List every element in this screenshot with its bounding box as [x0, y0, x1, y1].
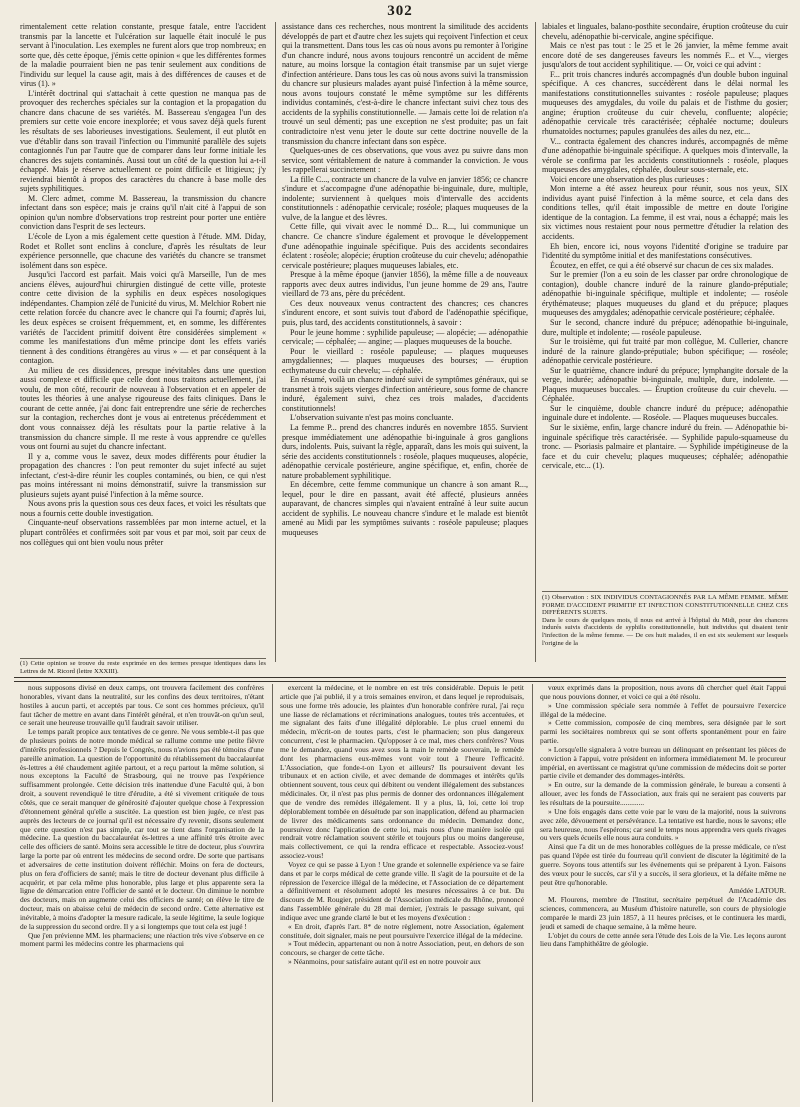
paragraph: « En droit, d'après l'art. 8* de notre règlement, notre Association, également constituée, doit signaler, mais ne peut poursuivre l'exercice illégal de la médecine. — [280, 921, 524, 940]
paragraph: L'école de Lyon a mis également cette question à l'étude. MM. Diday, Rodet et Rollet sont enclins à conclure, d'après les résultats de leur expérience personnelle, que chacune des variétés du chancre se transmet isolément dans son espèce. — [20, 232, 266, 270]
paragraph: Presque à la même époque (janvier 1856), la même fille a de nouveaux rapports avec deux autres individus, l'un jeune homme de 29 ans, l'autre vieillard de 73 ans, père du précédent. — [282, 270, 528, 299]
paragraph: Cinquante-neuf observations rassemblées par mon interne actuel, et la plupart contrôlées et confirmées soit par vous et par moi, soit par ceux de nos collègues qui ont bien voulu nous prêter — [20, 518, 266, 547]
paragraph: Eh bien, encore ici, nous voyons l'identité d'origine se traduire par l'identité du symptôme initial et des manifestations consécutives. — [542, 241, 788, 261]
column-divider — [275, 22, 276, 662]
column-divider — [272, 684, 273, 1102]
paragraph: Écoutez, en effet, ce qui a été observé sur chacun de ces six malades. — [550, 260, 774, 270]
paragraph: nous supposons divisé en deux camps, ont trouvera facilement des confrères honorables, vivant dans la neutralité, sur les confins des deux territoires, n'étant hostiles à aucun parti, et acceptés par tous. Ce sont ces hommes précieux, qu'il faut tâcher de mettre en avant dans l'intérêt général, et n'en trouvât-on qu'un seul, ce serait une heureuse trouvaille qu'il faudrait savoir utiliser. — [20, 684, 264, 728]
paragraph: Ces deux nouveaux venus contractent des chancres; ces chancres s'indurent encore, et sont suivis tout d'abord de l'adénopathie spécifique, puis, plus tard, des accidents constitutionnels, à savoir : — [282, 298, 528, 327]
paragraph: M. Flourens, membre de l'Institut, secrétaire perpétuel de l'Académie des sciences, commencera, au Muséum d'histoire naturelle, son cours de physiologie comparée le mardi 23 juin 1857, à 11 heures précises, et le continuera les mardi, jeudi et samedi de chaque semaine, à la même heure. — [540, 895, 786, 931]
paragraph: » Lorsqu'elle signalera à votre bureau un délinquant en présentant les pièces de conviction à l'appui, votre président en informera immédiatement M. le procureur impérial, en avertissant ce magistrat qu'une commission de médecins doit se porter partie civile et demander des dommages-intérêts. — [540, 744, 786, 781]
upper-column-2 — [282, 22, 528, 662]
paragraph: L'objet du cours de cette année sera l'étude des Lois de la Vie. Les leçons auront lieu dans l'amphithéâtre de géologie. — [540, 930, 786, 949]
footnote: (1) Cette opinion se trouve du reste exprimée en des termes presque identiques dans les Lettres de M. Ricord (lettre XXXIII). — [20, 660, 266, 674]
paragraph: labiales et linguales, balano-posthite secondaire, éruption croûteuse du cuir chevelu, adénopathie bi-cervicale, angine spécifique. — [542, 22, 788, 41]
column-divider — [532, 684, 533, 1102]
paragraph: La fille C..., contracte un chancre de la vulve en janvier 1856; ce chancre s'indure et s'accompagne d'une adénopathie bi-inguinale, dure, multiple, indolente; surviennent à quelques mois d'intervalle des accidents constitutionnels : adénopathie cervicale; roséole; plaques muqueuses de la vulve, de la langue et des lèvres. — [282, 174, 528, 222]
paragraph: L'observation suivante n'est pas moins concluante. — [290, 413, 454, 423]
paragraph: V... contracta également des chancres indurés, accompagnés de même d'une adénopathie bi-inguinale spécifique. A quelques mois d'intervalle, la vérole se confirma par les accidents constitutionnels : roséole, plaques muqueuses des amygdales, céphalée, douleur sous-sternale, etc. — [542, 136, 788, 175]
paragraph: Au milieu de ces dissidences, presque inévitables dans une question aussi complexe et difficile que celle dont nous traitons actuellement, j'ai voulu, de mon côté, recourir de nouveau à l'observation et en appeler de toutes les théories à une analyse rigoureuse des faits cliniques. Dans le courant de cette année, j'ai donc fait entreprendre une série de recherches sur la contagion, recherches dont je vous ai entretenus précédemment et dont vous connaissez déjà les résultats pour la partie relative à la transmission du chancre simple. Il me reste à vous apprendre ce qu'elles vous ont fourni au sujet du chancre infectant. — [20, 365, 266, 452]
paragraph: Sur le sixième, enfin, large chancre induré du frein. — Adénopathie bi-inguinale spécifique très caractérisée. — Syphilide papulo-squameuse du tronc. — Psoriasis palmaire et plantaire. — Syphilide impétigineuse de la face et du cuir chevelu; plaques muqueuses; céphalée; adénopathie cervicale, etc... (1). — [542, 422, 788, 471]
paragraph: rimentalement cette relation constante, presque fatale, entre l'accident transmis par la lancette et l'ulcération sur laquelle était inoculé le pus servant à l'inoculation. Les exemples ne furent alors que trop nombreux; en sorte que, dès cette époque, j'émis cette opinion « que les différentes formes de la maladie pourraient bien ne pas tenir seulement aux conditions de l'individu sur lequel la cause agit, mais à des différences de causes et de virus (1). » — [20, 22, 266, 89]
footnote-observation — [542, 591, 788, 665]
paragraph: Sur le cinquième, double chancre induré du prépuce; adénopathie inguinale dure et indolente. — Roséole. — Plaques muqueuses buccales. — [542, 403, 788, 423]
paragraph: » Cette commission, composée de cinq membres, sera désignée par le sort parmi les sociétaires nombreux qui se sont offerts spontanément pour en faire partie. — [540, 718, 786, 746]
lower-column-2 — [280, 684, 524, 1104]
paragraph: Voyez ce qui se passe à Lyon ! Une grande et solennelle expérience va se faire dans et par le corps médical de cette grande ville. Il s'agit de la poursuite et de la répression de l'exercice illégal de la médecine, et l'Association de ce département a définitivement et résolument adopté les mesures nécessaires à ce but. Du discours de M. Rougier, président de l'Association médicale du Rhône, prononcé dans l'assemblée générale du 28 mai dernier, j'extrais le passage suivant, qui indique avec une grande clarté le but et les moyens d'exécution : — [280, 859, 524, 922]
author-signature: Amédée LATOUR. — [728, 886, 786, 896]
paragraph: Que j'en prévienne MM. les pharmaciens; une réaction très vive s'observe en ce moment parmi les médecins contre les pharmaciens qui — [20, 930, 264, 949]
paragraph: Voici encore une observation des plus curieuses : — [550, 174, 709, 184]
paragraph: » En outre, sur la demande de la commission générale, le bureau a consenti à allouer, avec les fonds de l'Association, aux frais qui ne seraient pas couverts par les résultats de la poursuite............. — [540, 780, 786, 807]
paragraph: En décembre, cette femme communique un chancre à son amant R..., lequel, pour le dire en passant, avait été affecté, plusieurs années auparavant, de chancres simples qui n'avaient entraîné à leur suite aucun accident de syphilis. Le nouveau chancre s'indure et le malade est bientôt amené au Midi par les symptômes suivants : roséole papuleuse; plaques muqueuses — [282, 480, 528, 537]
paragraph: L'intérêt doctrinal qui s'attachait à cette question ne manqua pas de provoquer des recherches spéciales sur la contagion et la propagation du chancre dans chacune de ses variétés. M. Bassereau s'engagea l'un des premiers sur cette voie encore inexplorée; et vous savez déjà quels furent les résultats de ses laborieuses investigations. Seulement, il eut plutôt en vue d'établir dans son travail l'infection ou l'immunité parallèle des sujets contagionnés l'un par l'autre que de comparer dans leur forme initiale les chancres des sujets contaminés. Aussi tout un côté de la question lui a-t-il échappé. Mais je réserve actuellement ce point difficile et litigieux; j'y reviendrai bientôt à propos des caractères du chancre à base molle des sujets syphilitiques. — [20, 88, 266, 194]
paragraph: F... prit trois chancres indurés accompagnés d'un double bubon inguinal spécifique. A ces chancres, succédèrent dans le délai normal les manifestations constitutionnelles suivantes : roséole papuleuse; plaques muqueuses des amygdales, du voile du palais et de l'isthme du gosier; angine; éruption croûteuse du cuir chevelu, confluente; alopécie; adénopathie cervicale très caractérisée; céphalée nocturne; douleurs rhumatoïdes nocturnes; papules granulées des ailes du nez, etc... — [542, 69, 788, 137]
paragraph: » Tout médecin, appartenant ou non à notre Association, peut, en dehors de son concours, se charger de cette tâche. — [280, 939, 524, 958]
paragraph: En résumé, voilà un chancre induré suivi de symptômes généraux, qui se transmet à trois sujets vierges d'infection antérieure, sous forme de chancre induré, également suivi, chez ces trois malades, d'accidents constitutionnels! — [282, 375, 528, 413]
upper-column-1 — [20, 22, 266, 655]
paragraph: Sur le troisième, qui fut traité par mon collègue, M. Cullerier, chancre induré de la rainure glando-préputiale; bubon spécifique; — roséole; adénopathie cervicale postérieure. — [542, 337, 788, 366]
upper-column-3 — [542, 22, 788, 662]
paragraph: Nous avons pris la question sous ces deux faces, et voici les résultats que nous a fournis cette double investigation. — [20, 499, 266, 518]
paragraph: Sur le quatrième, chancre induré du prépuce; lymphangite dorsale de la verge, indurée; adénopathie bi-inguinale, multiple, dure, indolente. — Plaques muqueuses buccales. — Éruption croûteuse du cuir chevelu. — Céphalée. — [542, 365, 788, 404]
paragraph: » Néanmoins, pour satisfaire autant qu'il est en notre pouvoir aux — [288, 957, 481, 967]
paragraph: M. Clerc admet, comme M. Bassereau, la transmission du chancre infectant dans son espèce; mais je crains qu'il n'ait cité à l'appui de son opinion qu'un nombre d'observations trop restreint pour porter une entière conviction dans l'esprit de ses lecteurs. — [20, 193, 266, 232]
paragraph: Quelques-unes de ces observations, que vous avez pu suivre dans mon service, sont véritablement de nature à commander la conviction. Je vous les rappellerai succinctement : — [282, 146, 528, 175]
paragraph: assistance dans ces recherches, nous montrent la similitude des accidents développés de part et d'autre chez les sujets qui reçoivent l'infection et ceux qui la transmettent. Dans tous les cas où nous avons pu remonter à l'origine d'un chancre induré, nous avons toujours rencontré un accident de même nature, au moins lorsque la contagion était transmise par un sujet vierge d'infection antérieure. Dans tous les cas où nous avons suivi la transmission du chancre sur plusieurs malades ayant puisé l'infection à la même source, nous avons toujours constaté le même symptôme sur les différents individus contaminés, c'est-à-dire le chancre infectant suivi chez tous des accidents de la syphilis constitutionnelle. — Jamais cette loi de relation n'a trouvé un seul démenti; pas une exception ne s'est produite; pas un fait contradictoire n'est venu jeter le doute sur cette doctrine nouvelle de la transmission du chancre infectant dans son espèce. — [282, 22, 528, 146]
paragraph: Mais ce n'est pas tout : le 25 et le 26 janvier, la même femme avait encore doté de ses dangereuses faveurs les nommés F... et V..., vierges jusqu'alors de tout accident syphilitique. — Or, voici ce qui advint : — [542, 41, 788, 70]
paragraph: La femme P... prend des chancres indurés en novembre 1855. Survient presque immédiatement une adénopathie bi-inguinale à gros ganglions durs, indolents. Puis, suivant la règle, apparaît, dans les mois qui suivent, la série des accidents constitutionnels : roséole, plaques muqueuses, alopécie, adénopathie cervicale postérieure, angine spécifique, et, enfin, chorée de nature probablement syphilitique. — [282, 422, 528, 480]
lower-column-3 — [540, 684, 786, 1104]
paragraph: Sur le premier (l'on a eu soin de les classer par ordre chronologique de contagion), double chancre induré de la rainure glando-préputiale; adénopathie bi-inguinale spécifique, multiple et indolente; — roséole érythémateuse; plaques muqueuses du gland et du prépuce; plaques muqueuses des amygdales; adénopathie cervicale postérieure; céphalée. — [542, 270, 788, 318]
paragraph: Mon interne a été assez heureux pour réunir, sous nos yeux, SIX individus ayant puisé l'infection à la même source, et cela dans des conditions telles, qu'il était impossible de mettre en doute l'origine identique de la contagion. La femme, il est vrai, nous a échappé; mais les six victimes nous restaient pour nous permettre d'étudier la relation des accidents. — [542, 184, 788, 242]
footnote-heading: (1) Observation : SIX INDIVIDUS CONTAGIONNÉS PAR LA MÊME FEMME. MÊME FORME D'ACCIDENT PRIMITIF ET INFECTION CONSTITUTIONNELLE CHEZ CES DIFFÉRENTS SUJETS. — [542, 594, 788, 617]
paragraph: Le temps paraît propice aux tentatives de ce genre. Ne vous semble-t-il pas que de plusieurs points de notre monde médical se rallume comme une petite fièvre d'intérêts professionnels ? Depuis le Congrès, nous n'avions pas été témoins d'une pareille animation. La question de l'opportunité du rétablissement du baccalauréat ès-lettres a été chaudement agitée partout, et a reçu partout la même solution, si nous exceptons la Faculté de Strasbourg, qui ne trouve pas l'expérience suffisamment prolongée. Cette décision très inattendue d'une Faculté qui, à bon droit, a souvent revendiqué le titre d'érudite, a été si vivement critiquée de tous côtés, que ce serait manquer de générosité d'ajouter quelque chose à l'expression d'étonnement général qu'elle a suscitée. La question est bien jugée, ce n'est pas auprès des lecteurs de ce journal qu'il est nécessaire d'y revenir, disons seulement que cette question n'est pas simple, car tout se tient dans l'organisation de la médecine. La question du baccalauréat ès-lettres a une affinité très étroite avec celle des officiers de santé. Moins sera accessible le titre de docteur, plus s'ouvrira large la porte par où entrent les médecins de second ordre. De sorte que partisans et adversaires de cette institution doivent réfléchir. Moins on fera de docteurs, plus on fera d'officiers de santé; mais le titre de docteur devenant plus difficile à acquérir, et par cela même plus honorable, plus large et plus apparente sera la ligne de démarcation entre l'officier de santé et le docteur. On diminue le nombre des docteurs, mais on augmente celui des officiers de santé; on élève le titre de docteur, mais on abaisse celui de médecin de second ordre. Cette alternative est inévitable, à moins d'adopter la mesure radicale, la seule légitime, la seule logique de la suppression du second ordre. Il y a si longtemps que tout cela est jugé ! — [20, 727, 264, 931]
paragraph: » Une commission spéciale sera nommée à l'effet de poursuivre l'exercice illégal de la médecine. — [540, 700, 786, 719]
paragraph: » Une fois engagés dans cette voie par le vœu de la majorité, nous la suivrons avec zèle, dévouement et persévérance. La tentative est hardie, nous le savons; elle sera heureuse, nous l'espérons; car seul le temps nous apprendra vers quels rivages ou vers quels écueils elle nous aura conduits. » — [540, 806, 786, 843]
lower-column-1 — [20, 684, 264, 1104]
paragraph: exercent la médecine, et le nombre en est très considérable. Depuis le petit article que j'ai publié, il y a trois semaines environ, et dans lequel je reproduisais, sous une forme très adoucie, les plaintes d'un honorable confrère rural, j'ai reçu une liasse de réclamations et récriminations analogues, toutes très accentuées, et me signalant des faits d'une illégalité déplorable. Le plus cruel ennemi du médecin, m'écrit-on de toutes parts, c'est le pharmacien; son plus dangereux concurrent, c'est le pharmacien. Qu'opposer à ce mal, mes chers confrères? Vous me le demandez, quand vous avez sous la main le remède souverain, le remède dont les pharmaciens eux-mêmes vont voir tout à l'heure l'efficacité. L'Association, que fonde-t-on Lyon et ailleurs? Ils poursuivent devant les tribunaux et en action civile, et avec demande de dommages et intérêts qu'ils obtiennent souvent, tous ceux qui débitent ou vendent illégalement des substances médicinales. Or, il n'est pas plus permis de donner des ordonnances illégalement que de vendre des remèdes illégalement. Il y a plus, là, loi, cette loi trop déplorablement tombée en désuétude par son inapplication, défend au pharmacien de livrer des médicaments sans ordonnance du médecin. Demandez donc, poursuivez donc l'application de cette loi, mais nous d'une manière isolée qui rendrait votre réclamation souvent stérile et toujours plus ou moins dangereuse, mais collectivement, ce qui la rendra efficace et respectable. Associez-vous! associez-vous! — [280, 684, 524, 861]
page-number: 302 — [387, 3, 413, 19]
paragraph: Sur le second, chancre induré du prépuce; adénopathie bi-inguinale, dure, multiple et indolente; — roséole papuleuse. — [542, 317, 788, 337]
paragraph: Ainsi que l'a dit un de mes honorables collègues de la presse médicale, ce n'est pas quand l'épée est tirée du fourreau qu'il convient de discuter la légitimité de la guerre. Soyons tous attentifs sur les événements qui se préparent à Lyon. Faisons des vœux pour le succès, car s'il y a succès, il sera glorieux, et la défaite même ne peut être qu'honorable. — [540, 842, 786, 887]
paragraph: vœux exprimés dans la proposition, nous avons dû chercher quel était l'appui que nous pouvions donner, et voici ce qui a été résolu. — [540, 684, 786, 701]
column-divider — [535, 22, 536, 662]
section-separator — [14, 677, 786, 682]
paragraph: Jusqu'ici l'accord est parfait. Mais voici qu'à Marseille, l'un de mes anciens élèves, aujourd'hui chirurgien distingué de cette ville, proteste contre cette division de la syphilis en deux espèces nosologiques indépendantes. Champion zélé de l'unicité du virus, M. Melchior Robert nie cette relation forcée du chancre avec le chancre qui l'a fourni; d'après lui, les deux espèces se croisent fréquemment, et, en somme, les différentes variétés de l'accident primitif doivent être considérées simplement « comme les manifestations d'un même principe dont les effets variés tiennent à des conditions étrangères au virus » — et par conséquent à la contagion. — [20, 270, 266, 366]
paragraph: Cette fille, qui vivait avec le nommé D... R..., lui communique un chancre. Ce chancre s'indure également et provoque le développement d'une adénopathie inguinale spécifique. Puis des accidents secondaires éclatent : roséole; alopécie; éruption croûteuse du cuir chevelu; adénopathie cervicale postérieure; plaques muqueuses labiales, etc. — [282, 222, 528, 270]
paragraph: Pour le vieillard : roséole papuleuse; — plaques muqueuses amygdaliennes; — plaques muqueuses des bourses; — éruption ecthymateuse du cuir chevelu; — céphalée. — [282, 346, 528, 375]
footnote-body: Dans le cours de quelques mois, il nous est arrivé à l'hôpital du Midi, pour des chancres indurés suivis d'accidents de syphilis constitutionnelle, huit individus qui disaient tenir l'infection de la même femme. — De ces huit malades, il en est six seulement sur lesquels l'origine de la — [542, 616, 788, 647]
paragraph: Il y a, comme vous le savez, deux modes différents pour étudier la propagation des chancres : l'on peut remonter du sujet infecté au sujet infectant, c'est-à-dire réunir les couples contaminés, ou bien, ce qui n'est pas moins intéressant ni moins démonstratif, suivre la transmission sur plusieurs sujets ayant puisé l'infection à la même source. — [20, 451, 266, 499]
paragraph: Pour le jeune homme : syphilide papuleuse; — alopécie; — adénopathie cervicale; — céphalée; — angine; — plaques muqueuses de la bouche. — [282, 327, 528, 347]
